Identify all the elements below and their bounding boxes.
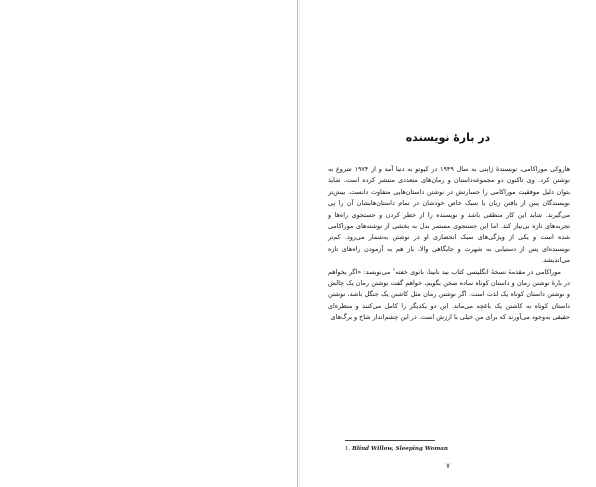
footnote-marker: ۱ — [392, 266, 396, 273]
footnote-divider — [345, 440, 435, 441]
footnote-number: 1. — [345, 446, 351, 452]
page-number: ۷ — [446, 462, 450, 470]
chapter-title: در بارهٔ نویسنده — [405, 131, 491, 144]
body-text — [328, 164, 570, 324]
paragraph-quote — [328, 267, 570, 324]
right-page — [300, 0, 596, 487]
footnote — [345, 446, 448, 452]
paragraph-intro: هاروکی موراکامی، نویسندهٔ ژاپنی به سال ۱۹۴۹ در کیوتو به دنیا آمد و از ۱۹۷۴ شروع به نوشتن کرد. وی تاکنون دو مجموعه‌داستان و رمان‌های متعددی منتشر کرده است. شاید بتوان دلیل موفقیت موراکامی را جسارتش در نوشتن داستان‌هایی متفاوت دانست. بیش‌تر نویسندگان پس از یافتن زبان یا سبک خاص خودشان در تمام داستان‌هایشان آن را پی می‌گیرند. شاید این کار منطقی باشد و نویسنده را از خطر کردن و جستجوی راه‌ها و تجربه‌های تازه بی‌نیاز کند. اما این جستجوی مستمر بدل به بخشی از نوشته‌های موراکامی شده است و یکی از ویژگی‌های سبک انحصاری او در نوشتن به‌شمار می‌رود. کم‌تر نویسنده‌ای پس از دستیابی به شهرت و جایگاهی والا، باز هم به آزمودن راه‌های تازه می‌اندیشد. — [328, 165, 570, 265]
paragraph-quote-lead: موراکامی در مقدمهٔ نسخهٔ انگلیسی کتاب بید نابینا، بانوی خفته — [395, 267, 561, 276]
gutter-line — [297, 0, 298, 487]
paragraph-quote-body: می‌نویسد: «اگر بخواهم در بارهٔ نوشتن رمان و داستان کوتاه ساده سخن بگویم، خواهم گفت نوشتن رمان یک چالش و نوشتن داستان کوتاه یک لذت است. اگر نوشتن رمان مثل کاشتن یک جنگل باشد، نوشتن داستان کوتاه به کاشتن یک باغچه می‌ماند. این دو یکدیگر را کامل می‌کنند و منظره‌ای حقیقی به‌وجود می‌آورند که برای من خیلی با ارزش است. در این چشم‌انداز شاخ و برگ‌های — [328, 267, 570, 322]
footnote-text: Blind Willow, Sleeping Woman — [352, 446, 448, 452]
